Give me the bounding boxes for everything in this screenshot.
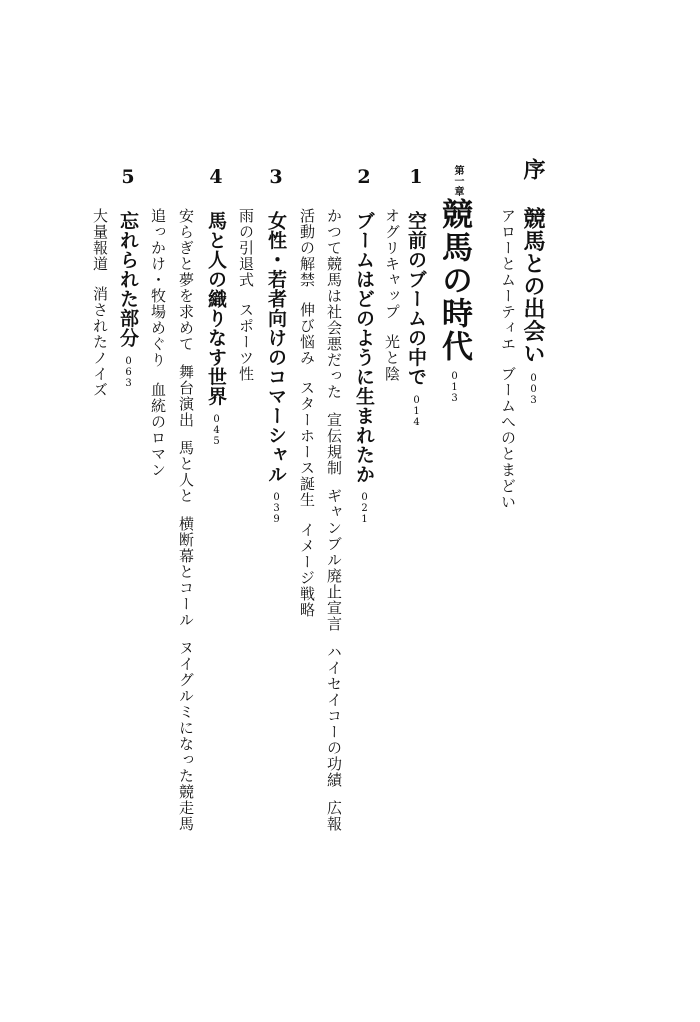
section-1-subtopics — [384, 208, 399, 382]
preface-heading — [522, 158, 544, 406]
chapter-heading — [436, 198, 472, 404]
section-4-page-number: 045 — [211, 414, 222, 447]
section-4-sub-6: 追っかけ・牧場めぐり — [149, 208, 167, 368]
section-4-sub-4: 横断幕とコール — [177, 516, 195, 628]
section-2-title: 2 ブームはどのように生まれたか — [353, 166, 375, 484]
section-3-sub-1: 雨の引退式 — [237, 208, 255, 288]
preface-sub-2: ブームへのとまどい — [499, 366, 517, 510]
section-2-sub-9: イメージ戦略 — [298, 522, 316, 618]
chapter-title: 競馬の時代 — [436, 198, 472, 363]
section-4-subtopics-line-2 — [150, 208, 165, 478]
section-2-sub-8: スターホース誕生 — [298, 380, 316, 508]
preface-sub-1: アローとムーティエ — [499, 208, 517, 352]
section-4-subtopics-line-1 — [178, 208, 193, 832]
section-4-heading — [206, 166, 225, 447]
section-2-sub-4: ハイセイコーの功績 — [325, 644, 343, 788]
section-2-subtopics-line-1 — [326, 208, 341, 832]
section-4-sub-5: ヌイグルミになった競走馬 — [177, 640, 195, 832]
section-2-sub-6: 活動の解禁 — [298, 208, 316, 288]
section-2-sub-3: ギャンブル廃止宣言 — [325, 488, 343, 632]
section-5-sub-1: 大量報道 — [91, 208, 109, 272]
section-5-sub-2: 消されたノイズ — [91, 286, 109, 398]
section-4-sub-7: 血統のロマン — [149, 382, 167, 478]
section-2-sub-7: 伸び悩み — [298, 302, 316, 366]
section-4-title: 4 馬と人の織りなす世界 — [205, 166, 227, 406]
section-2-sub-2: 宣伝規制 — [325, 412, 343, 476]
section-5-title: 5 忘れられた部分 — [117, 166, 139, 348]
section-3-page-number: 039 — [271, 492, 282, 525]
section-2-sub-1: かつて競馬は社会悪だった — [325, 208, 343, 400]
preface-title: 序 競馬との出会い — [520, 158, 546, 365]
section-3-sub-2: スポーツ性 — [237, 302, 255, 382]
section-2-page-number: 021 — [359, 492, 370, 525]
chapter-page-number: 013 — [449, 371, 460, 404]
section-1-page-number: 014 — [411, 394, 422, 428]
section-1-title: 1 空前のブームの中で — [405, 166, 427, 387]
section-2-heading — [354, 166, 373, 525]
section-3-title: 3 女性・若者向けのコマーシャル — [265, 166, 287, 484]
section-5-subtopics — [92, 208, 107, 398]
section-2-sub-5: 広報 — [325, 800, 343, 832]
section-3-heading — [266, 166, 285, 525]
section-1-sub-1: オグリキャップ — [383, 208, 401, 320]
section-4-sub-3: 馬と人と — [177, 440, 195, 504]
section-4-sub-2: 舞台演出 — [177, 364, 195, 428]
section-2-subtopics-line-2 — [299, 208, 314, 618]
section-4-sub-1: 安らぎと夢を求めて — [177, 208, 195, 352]
section-1-heading — [406, 166, 425, 428]
chapter-label: 第一章 — [452, 165, 463, 197]
section-1-sub-2: 光と陰 — [383, 334, 401, 382]
section-5-heading — [118, 166, 137, 389]
preface-subtopics — [500, 208, 515, 510]
section-5-page-number: 063 — [123, 355, 134, 389]
preface-page-number: 003 — [528, 372, 539, 406]
section-3-subtopics — [238, 208, 253, 382]
